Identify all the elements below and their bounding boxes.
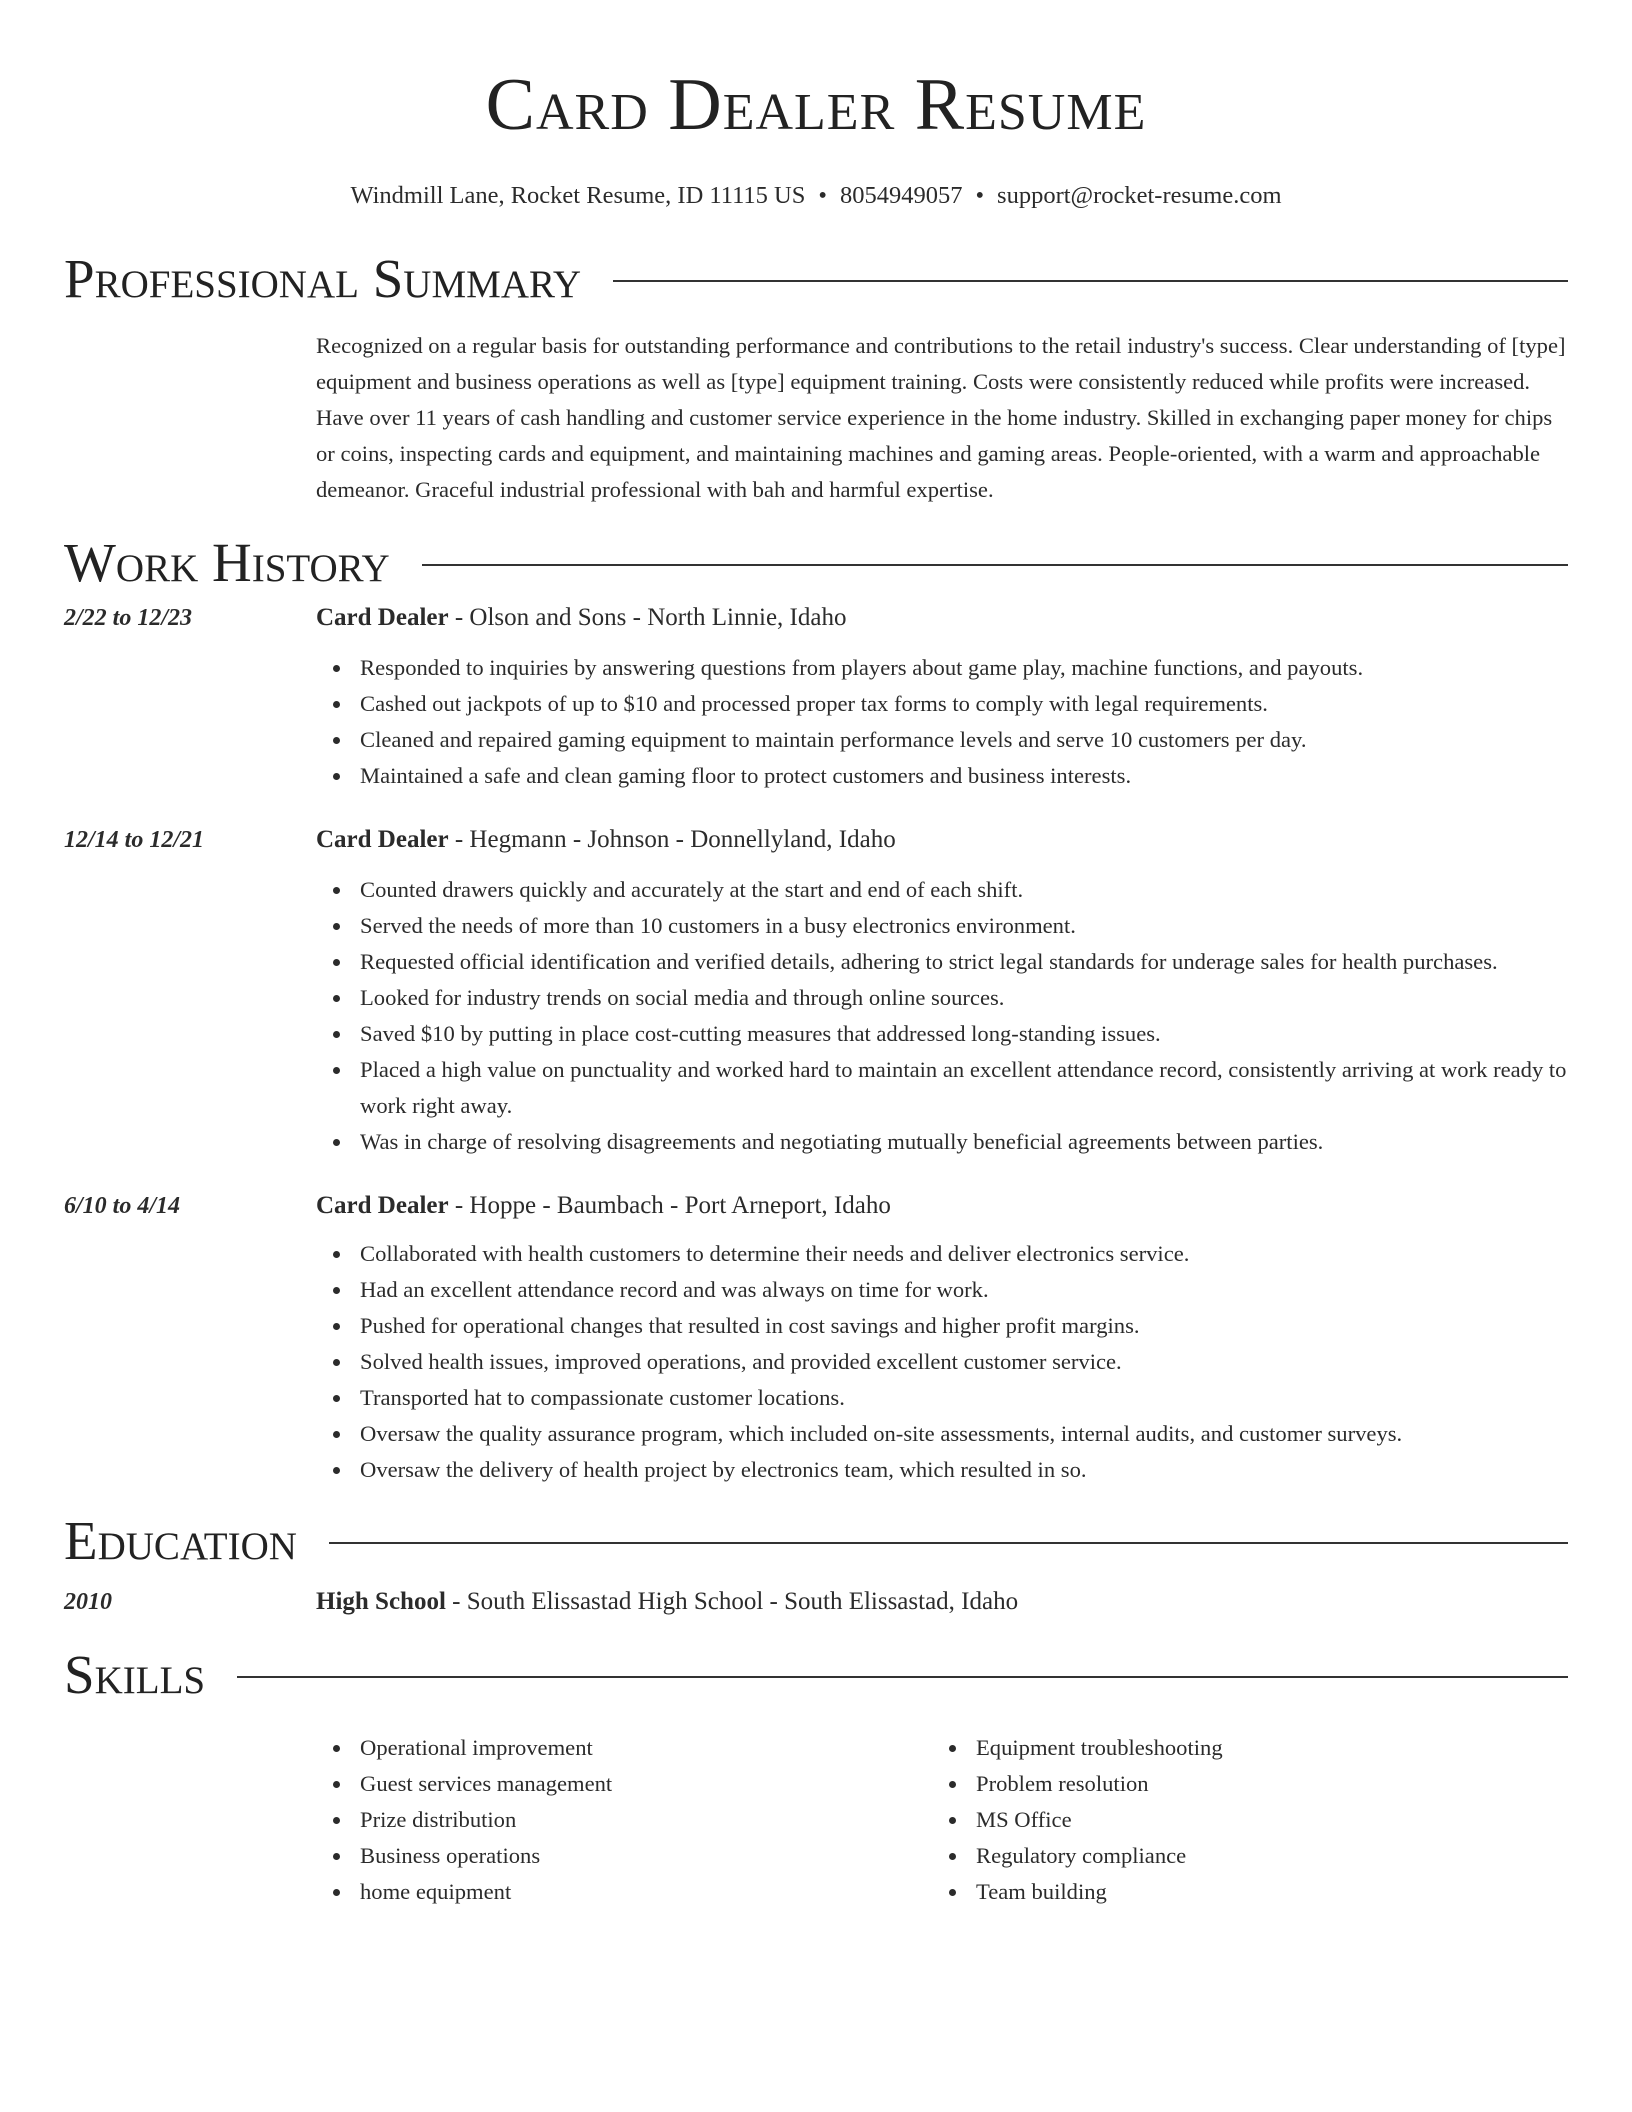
list-item: [316, 1124, 1568, 1160]
bullet-text: Saved $10 by putting in place cost-cutting measures that addressed long-standing issues.: [360, 1021, 1161, 1046]
job-bullet-list: [316, 1236, 1568, 1488]
bullet-text: Cleaned and repaired gaming equipment to maintain performance levels and serve 10 customers per day.: [360, 727, 1307, 752]
bullet-separator: •: [818, 182, 827, 209]
bullet-icon: [949, 1889, 956, 1896]
job-header: [64, 826, 1568, 854]
list-item: [316, 650, 1568, 686]
list-item: [316, 1344, 1568, 1380]
education-school: - South Elissastad High School - South Elissastad, Idaho: [445, 1588, 1019, 1615]
education-degree: High School: [316, 1588, 446, 1615]
list-item: [316, 908, 1568, 944]
bullet-text: Cashed out jackpots of up to $10 and processed proper tax forms to comply with legal requirements.: [360, 691, 1268, 716]
bullet-icon: [333, 1395, 340, 1402]
summary-section-heading: [64, 246, 1568, 312]
job-title: Card Dealer: [316, 1192, 449, 1219]
bullet-icon: [333, 1889, 340, 1896]
bullet-text: Requested official identification and verified details, adhering to strict legal standards for underage sales for health purchases.: [360, 949, 1498, 974]
job-entry: [64, 604, 1568, 794]
job-dates: 2/22 to 12/23: [64, 605, 193, 631]
bullet-text: Counted drawers quickly and accurately at the start and end of each shift.: [360, 877, 1024, 902]
bullet-icon: [333, 773, 340, 780]
bullet-text: Pushed for operational changes that resulted in cost savings and higher profit margins.: [360, 1313, 1140, 1338]
bullet-icon: [333, 1781, 340, 1788]
bullet-icon: [333, 1139, 340, 1146]
skill-text: MS Office: [976, 1807, 1072, 1832]
bullet-text: Responded to inquiries by answering questions from players about game play, machine functions, and payouts.: [360, 655, 1364, 680]
bullet-text: Looked for industry trends on social media and through online sources.: [360, 985, 1005, 1010]
job-entry: [64, 826, 1568, 1160]
skills-list-left: [316, 1730, 932, 1910]
bullet-text: Oversaw the delivery of health project by electronics team, which resulted in so.: [360, 1457, 1087, 1482]
bullet-icon: [333, 1745, 340, 1752]
list-item: [316, 1416, 1568, 1452]
list-item: [316, 1802, 932, 1838]
bullet-text: Placed a high value on punctuality and worked hard to maintain an excellent attendance record, consistently arriving at work ready to work right away.: [360, 1057, 1567, 1118]
education-heading-text: Education: [64, 1510, 297, 1571]
list-item: [932, 1838, 1548, 1874]
education-line: [316, 1588, 1018, 1616]
list-item: [932, 1730, 1548, 1766]
list-item: [316, 1236, 1568, 1272]
skills-grid: [316, 1730, 1568, 1910]
bullet-icon: [333, 887, 340, 894]
list-item: [316, 1016, 1568, 1052]
bullet-text: Transported hat to compassionate customer locations.: [360, 1385, 845, 1410]
bullet-text: Maintained a safe and clean gaming floor to protect customers and business interests.: [360, 763, 1132, 788]
skill-text: home equipment: [360, 1879, 512, 1904]
job-bullet-list: [316, 872, 1568, 1160]
skill-text: Prize distribution: [360, 1807, 517, 1832]
skill-text: Problem resolution: [976, 1771, 1149, 1796]
contact-email: support@rocket-resume.com: [997, 182, 1282, 209]
bullet-icon: [333, 1467, 340, 1474]
work-history-heading-text: Work History: [64, 532, 390, 593]
bullet-icon: [333, 1359, 340, 1366]
list-item: [316, 1380, 1568, 1416]
bullet-icon: [949, 1853, 956, 1860]
skill-text: Guest services management: [360, 1771, 613, 1796]
list-item: [932, 1766, 1548, 1802]
list-item: [316, 1838, 932, 1874]
education-entry: [64, 1588, 1568, 1616]
summary-heading-text: Professional Summary: [64, 248, 582, 309]
skills-list-right: [932, 1730, 1548, 1910]
bullet-icon: [333, 995, 340, 1002]
bullet-text: Solved health issues, improved operations, and provided excellent customer service.: [360, 1349, 1122, 1374]
list-item: [316, 980, 1568, 1016]
bullet-icon: [333, 1323, 340, 1330]
bullet-icon: [333, 959, 340, 966]
bullet-icon: [333, 1431, 340, 1438]
job-dates: 12/14 to 12/21: [64, 827, 205, 853]
list-item: [316, 1874, 932, 1910]
bullet-icon: [333, 1067, 340, 1074]
skills-heading-text: Skills: [64, 1644, 206, 1705]
bullet-icon: [333, 1031, 340, 1038]
bullet-icon: [333, 923, 340, 930]
job-role-line: [316, 1192, 891, 1220]
job-title: Card Dealer: [316, 826, 449, 853]
skill-text: Operational improvement: [360, 1735, 593, 1760]
bullet-icon: [333, 1287, 340, 1294]
list-item: [932, 1802, 1548, 1838]
job-employer: - Hoppe - Baumbach - Port Arneport, Idaho: [448, 1192, 891, 1219]
skill-text: Regulatory compliance: [976, 1843, 1187, 1868]
summary-paragraph: Recognized on a regular basis for outstanding performance and contributions to the retail industry's success. Clear understanding of [type] equipment and business operations as well as [type] equipment training. Costs were consistently reduced while profits were increased. Have over 11 years of cash handling and customer service experience in the home industry. Skilled in exchanging paper money for chips or coins, inspecting cards and equipment, and maintaining machines and gaming areas. People-oriented, with a warm and approachable demeanor. Graceful industrial professional with bah and harmful expertise.: [316, 333, 1566, 502]
skill-text: Business operations: [360, 1843, 541, 1868]
list-item: [316, 1272, 1568, 1308]
bullet-icon: [949, 1781, 956, 1788]
job-title: Card Dealer: [316, 604, 449, 631]
bullet-icon: [333, 737, 340, 744]
list-item: [316, 722, 1568, 758]
bullet-text: Collaborated with health customers to determine their needs and deliver electronics service.: [360, 1241, 1190, 1266]
bullet-icon: [333, 665, 340, 672]
list-item: [316, 1730, 932, 1766]
education-year: 2010: [64, 1589, 112, 1615]
list-item: [316, 944, 1568, 980]
skill-text: Equipment troubleshooting: [976, 1735, 1223, 1760]
page-title: Card Dealer Resume: [485, 64, 1147, 146]
list-item: [316, 686, 1568, 722]
job-entry: [64, 1192, 1568, 1488]
bullet-icon: [333, 701, 340, 708]
bullet-text: Oversaw the quality assurance program, which included on-site assessments, internal audits, and customer surveys.: [360, 1421, 1403, 1446]
work-history-section-heading: [64, 530, 1568, 596]
bullet-icon: [949, 1817, 956, 1824]
job-role-line: [316, 826, 896, 854]
bullet-icon: [949, 1745, 956, 1752]
list-item: [316, 1452, 1568, 1488]
job-role-line: [316, 604, 846, 632]
section-divider: [422, 564, 1568, 566]
section-divider: [329, 1542, 1568, 1544]
skill-text: Team building: [976, 1879, 1107, 1904]
bullet-text: Served the needs of more than 10 customers in a busy electronics environment.: [360, 913, 1076, 938]
list-item: [316, 758, 1568, 794]
job-bullet-list: [316, 650, 1568, 794]
bullet-separator: •: [975, 182, 985, 209]
bullet-text: Was in charge of resolving disagreements and negotiating mutually beneficial agreements between parties.: [360, 1129, 1324, 1154]
list-item: [932, 1874, 1548, 1910]
list-item: [316, 872, 1568, 908]
section-divider: [613, 280, 1568, 282]
bullet-icon: [333, 1853, 340, 1860]
job-header: [64, 1192, 1568, 1220]
list-item: [316, 1308, 1568, 1344]
bullet-text: Had an excellent attendance record and was always on time for work.: [360, 1277, 989, 1302]
bullet-icon: [333, 1817, 340, 1824]
job-employer: - Olson and Sons - North Linnie, Idaho: [448, 604, 847, 631]
job-header: [64, 604, 1568, 632]
education-section-heading: [64, 1508, 1568, 1574]
contact-phone: 8054949057: [839, 182, 963, 209]
section-divider: [237, 1676, 1568, 1678]
contact-address: Windmill Lane, Rocket Resume, ID 11115 US: [350, 182, 806, 209]
contact-line: [64, 180, 1568, 212]
list-item: [316, 1766, 932, 1802]
bullet-icon: [333, 1251, 340, 1258]
job-employer: - Hegmann - Johnson - Donnellyland, Idaho: [448, 826, 896, 853]
job-dates: 6/10 to 4/14: [64, 1193, 181, 1219]
skills-section-heading: [64, 1642, 1568, 1708]
list-item: [316, 1052, 1568, 1124]
